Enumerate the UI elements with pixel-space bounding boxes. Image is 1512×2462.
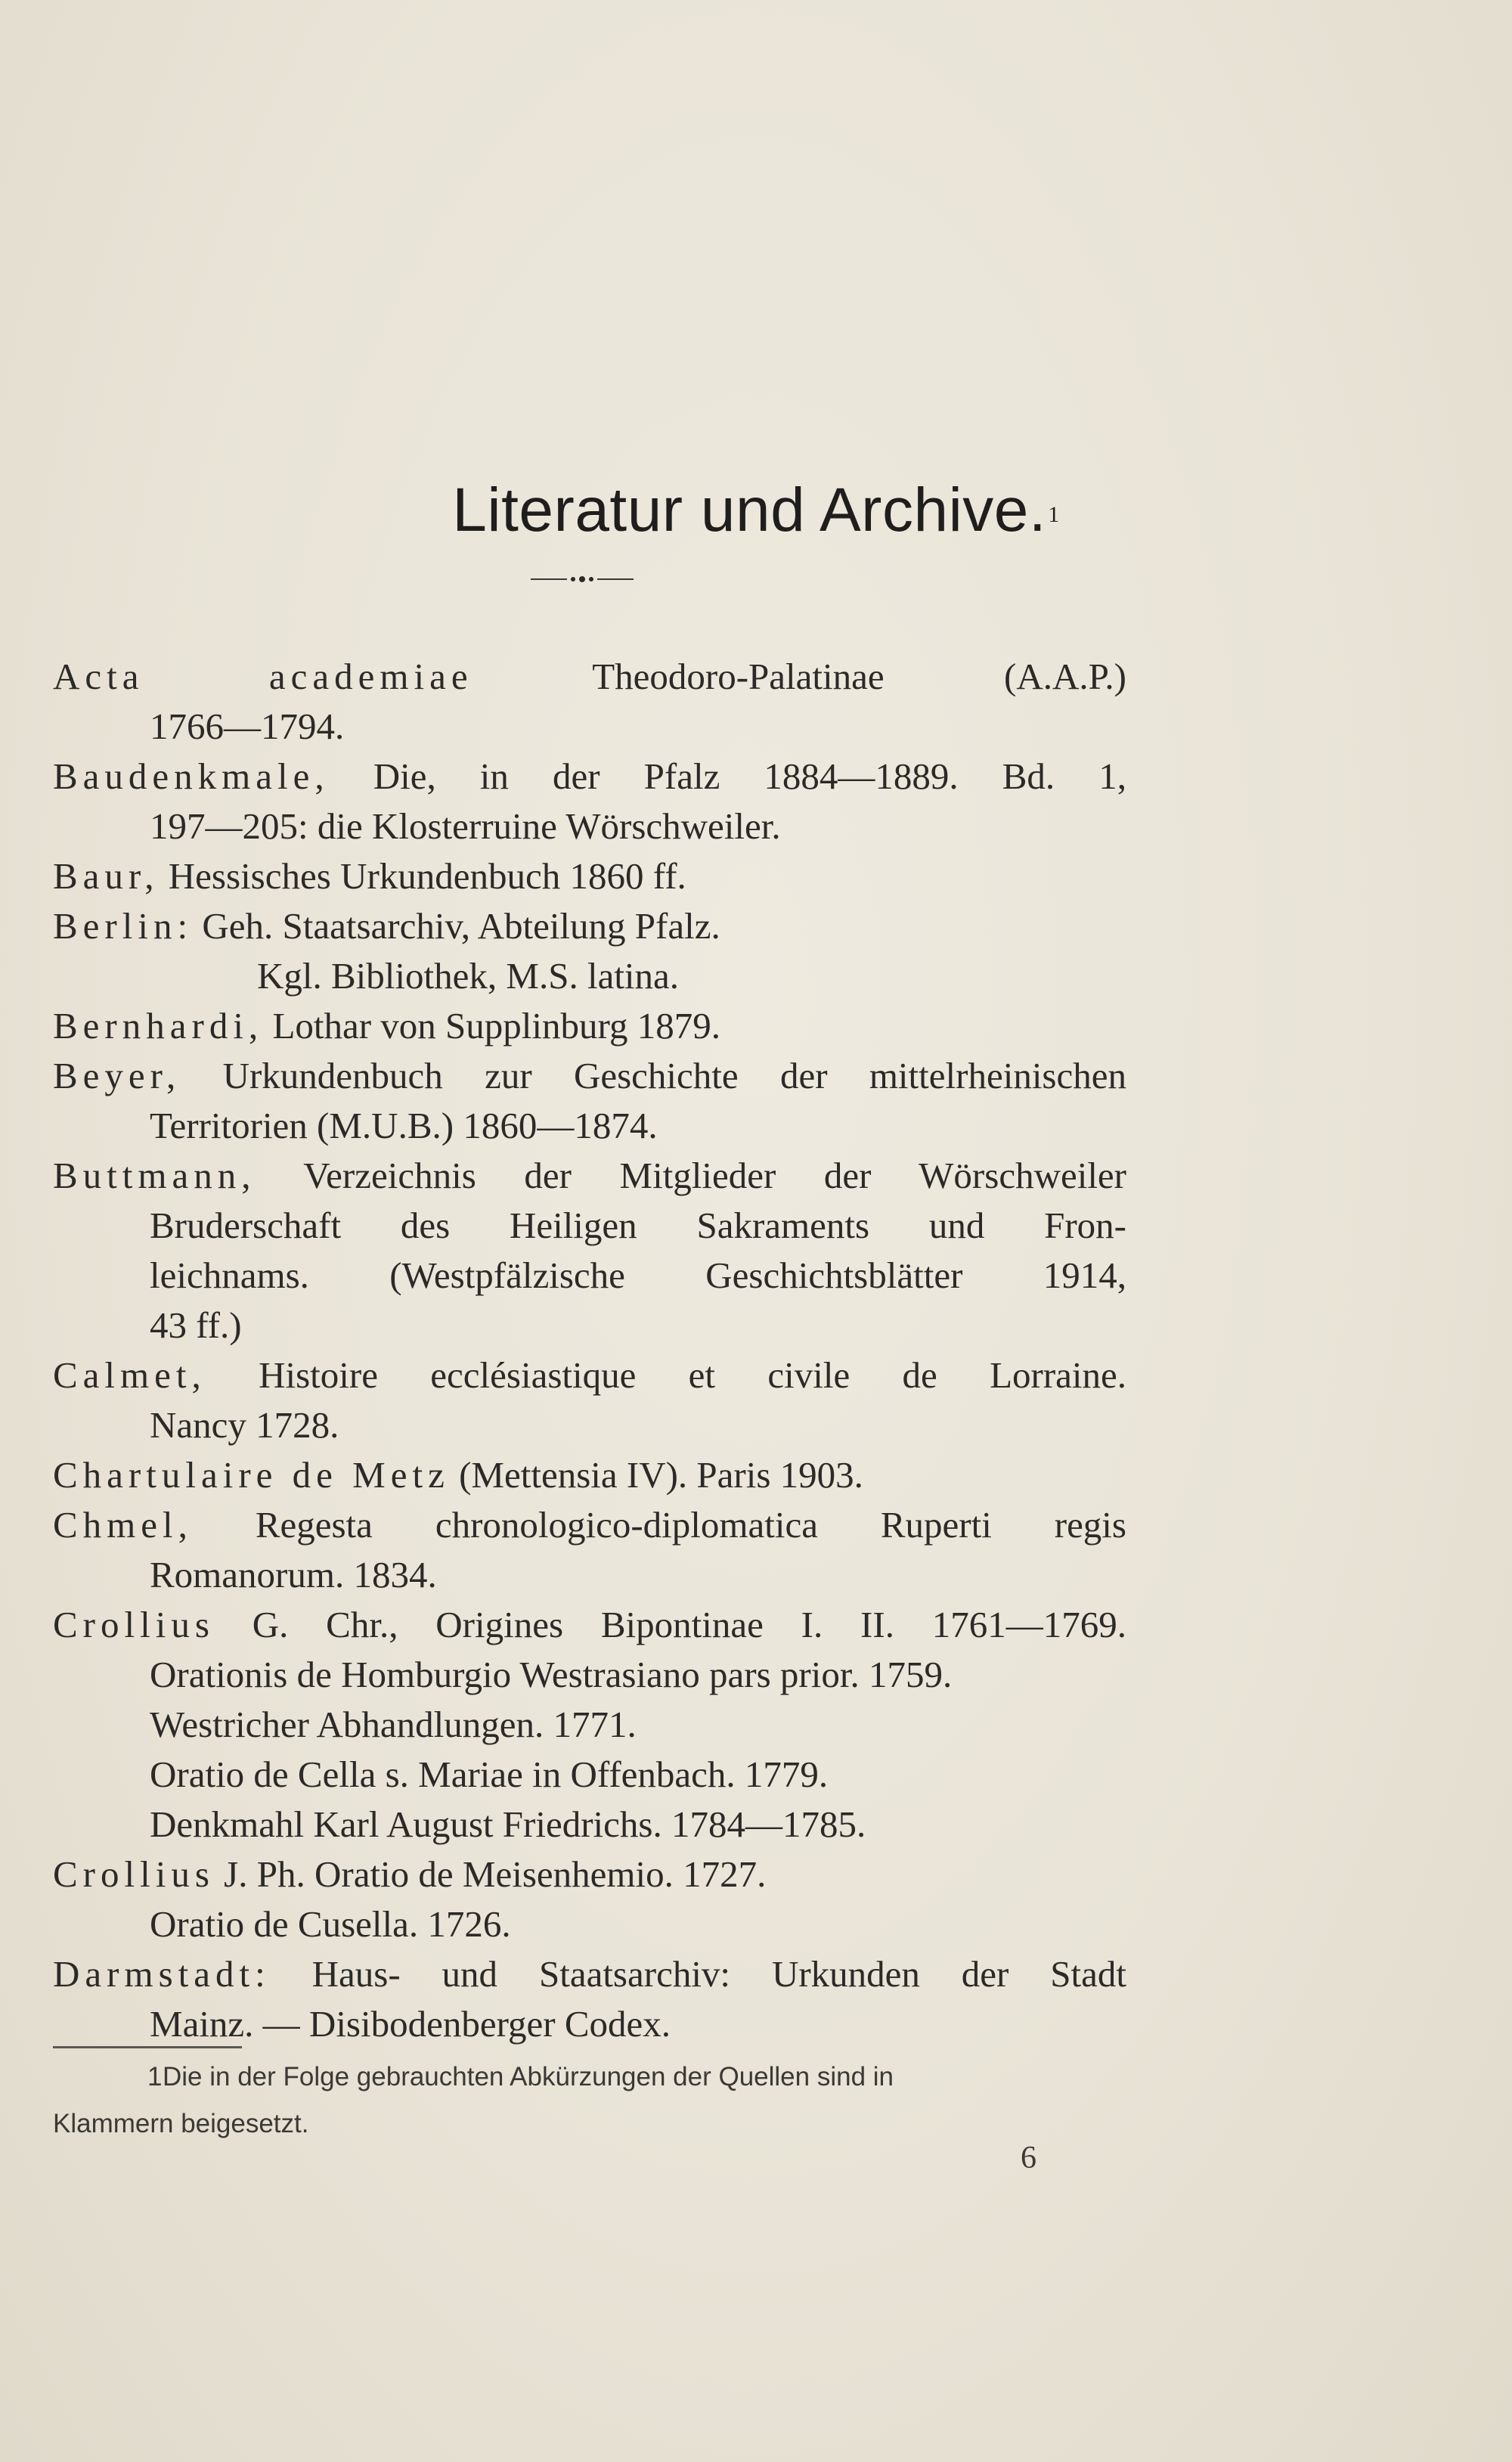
entry-first-line xyxy=(53,1001,1126,1051)
entry-continuation-line: 43 ff.) xyxy=(150,1304,242,1346)
entry-author: Buttmann, xyxy=(53,1155,256,1196)
entry-title: Urkundenbuch zur Geschichte der mittelrheinischen xyxy=(181,1055,1126,1096)
footnote-line-2: Klammern beigesetzt. xyxy=(53,2109,309,2138)
entry-continuation-line: 197—205: die Klosterruine Wörschweiler. xyxy=(150,805,781,847)
bibliography-entry xyxy=(53,1949,1126,2049)
bibliography-entry xyxy=(53,1850,1126,1949)
entry-title: Hessisches Urkundenbuch 1860 ff. xyxy=(159,855,686,897)
entry-continuation-line: Orationis de Homburgio Westrasiano pars prior. 1759. xyxy=(150,1654,953,1695)
bibliography-list xyxy=(53,652,1126,2049)
entry-author: Berlin: xyxy=(53,905,194,947)
page-title xyxy=(0,473,1512,548)
entry-first-line xyxy=(53,1051,1126,1101)
bibliography-entry xyxy=(53,1051,1126,1151)
bibliography-entry xyxy=(53,901,1126,1001)
bibliography-entry xyxy=(53,1500,1126,1600)
entry-continuation-line: Bruderschaft des Heiligen Sakraments und Fron- xyxy=(150,1205,1126,1246)
entry-first-line xyxy=(53,1600,1126,1650)
entry-continuation-line: Westricher Abhandlungen. 1771. xyxy=(150,1704,637,1745)
entry-continuation-line: Oratio de Cella s. Mariae in Offenbach. 1779. xyxy=(150,1753,829,1795)
entry-continuation-line: Oratio de Cusella. 1726. xyxy=(150,1903,511,1945)
entry-author: Crollius xyxy=(53,1853,215,1895)
entry-title: G. Chr., Origines Bipontinae I. II. 1761—1769. xyxy=(214,1604,1126,1645)
entry-first-line xyxy=(53,1500,1126,1550)
entry-title: Regesta chronologico-diplomatica Ruperti regis xyxy=(192,1504,1126,1546)
entry-title: Histoire ecclésiastique et civile de Lorraine. xyxy=(206,1354,1126,1396)
entry-continuation-line: 1766—1794. xyxy=(150,705,345,747)
entry-author: Chmel, xyxy=(53,1504,193,1546)
ornament-divider-icon xyxy=(529,570,635,588)
footnote-mark: 1 xyxy=(147,2062,163,2091)
entry-first-line xyxy=(53,901,1126,951)
bibliography-entry xyxy=(53,1450,1126,1500)
entry-first-line xyxy=(53,851,1126,901)
entry-author: Beyer, xyxy=(53,1055,181,1096)
bibliography-entry xyxy=(53,851,1126,901)
entry-title: Theodoro-Palatinae (A.A.P.) xyxy=(472,656,1127,697)
entry-title: Haus- und Staatsarchiv: Urkunden der Stadt xyxy=(270,1953,1126,1995)
entry-author: Baur, xyxy=(53,855,160,897)
footnote xyxy=(53,2054,1126,2147)
entry-continuation-line: Territorien (M.U.B.) 1860—1874. xyxy=(150,1105,658,1146)
title-footnote-mark: 1 xyxy=(1048,502,1060,527)
entry-first-line xyxy=(53,1450,1126,1500)
entry-first-line xyxy=(53,652,1126,702)
entry-continuation-line: Kgl. Bibliothek, M.S. latina. xyxy=(257,955,680,997)
entry-author: Calmet, xyxy=(53,1354,206,1396)
entry-title: Geh. Staatsarchiv, Abteilung Pfalz. xyxy=(193,905,720,947)
entry-first-line xyxy=(53,1350,1126,1400)
entry-title: Verzeichnis der Mitglieder der Wörschweiler xyxy=(256,1155,1126,1196)
entry-first-line xyxy=(53,1850,1126,1899)
page-title-text: Literatur und Archive. xyxy=(452,476,1047,544)
bibliography-entry xyxy=(53,1600,1126,1850)
footnote-rule xyxy=(53,2046,242,2048)
bibliography-entry xyxy=(53,1001,1126,1051)
bibliography-entry xyxy=(53,652,1126,752)
entry-continuation-line: Romanorum. 1834. xyxy=(150,1554,437,1595)
bibliography-entry xyxy=(53,752,1126,851)
entry-title: (Mettensia IV). Paris 1903. xyxy=(449,1454,863,1496)
entry-continuation-line: Mainz. — Disibodenberger Codex. xyxy=(150,2003,671,2045)
bibliography-entry xyxy=(53,1350,1126,1450)
entry-author: Crollius xyxy=(53,1604,215,1645)
entry-title: Die, in der Pfalz 1884—1889. Bd. 1, xyxy=(329,755,1126,797)
entry-first-line xyxy=(53,1949,1126,1999)
entry-author: Darmstadt: xyxy=(53,1953,271,1995)
entry-title: Lothar von Supplinburg 1879. xyxy=(263,1005,720,1047)
entry-title: J. Ph. Oratio de Meisenhemio. 1727. xyxy=(214,1853,767,1895)
entry-first-line xyxy=(53,1151,1126,1201)
page-number: 6 xyxy=(1021,2141,1036,2175)
entry-continuation-line: Denkmahl Karl August Friedrichs. 1784—1785. xyxy=(150,1803,866,1845)
footnote-line-1: Die in der Folge gebrauchten Abkürzungen der Quellen sind in xyxy=(163,2062,894,2091)
bibliography-entry xyxy=(53,1151,1126,1350)
entry-author: Chartulaire de Metz xyxy=(53,1454,450,1496)
entry-continuation-line: leichnams. (Westpfälzische Geschichtsblätter 1914, xyxy=(150,1254,1126,1296)
entry-author: Baudenkmale, xyxy=(53,755,330,797)
entry-continuation-line: Nancy 1728. xyxy=(150,1404,339,1446)
entry-author: Bernhardi, xyxy=(53,1005,264,1047)
entry-first-line xyxy=(53,752,1126,802)
entry-author: Acta academiae xyxy=(53,656,473,697)
